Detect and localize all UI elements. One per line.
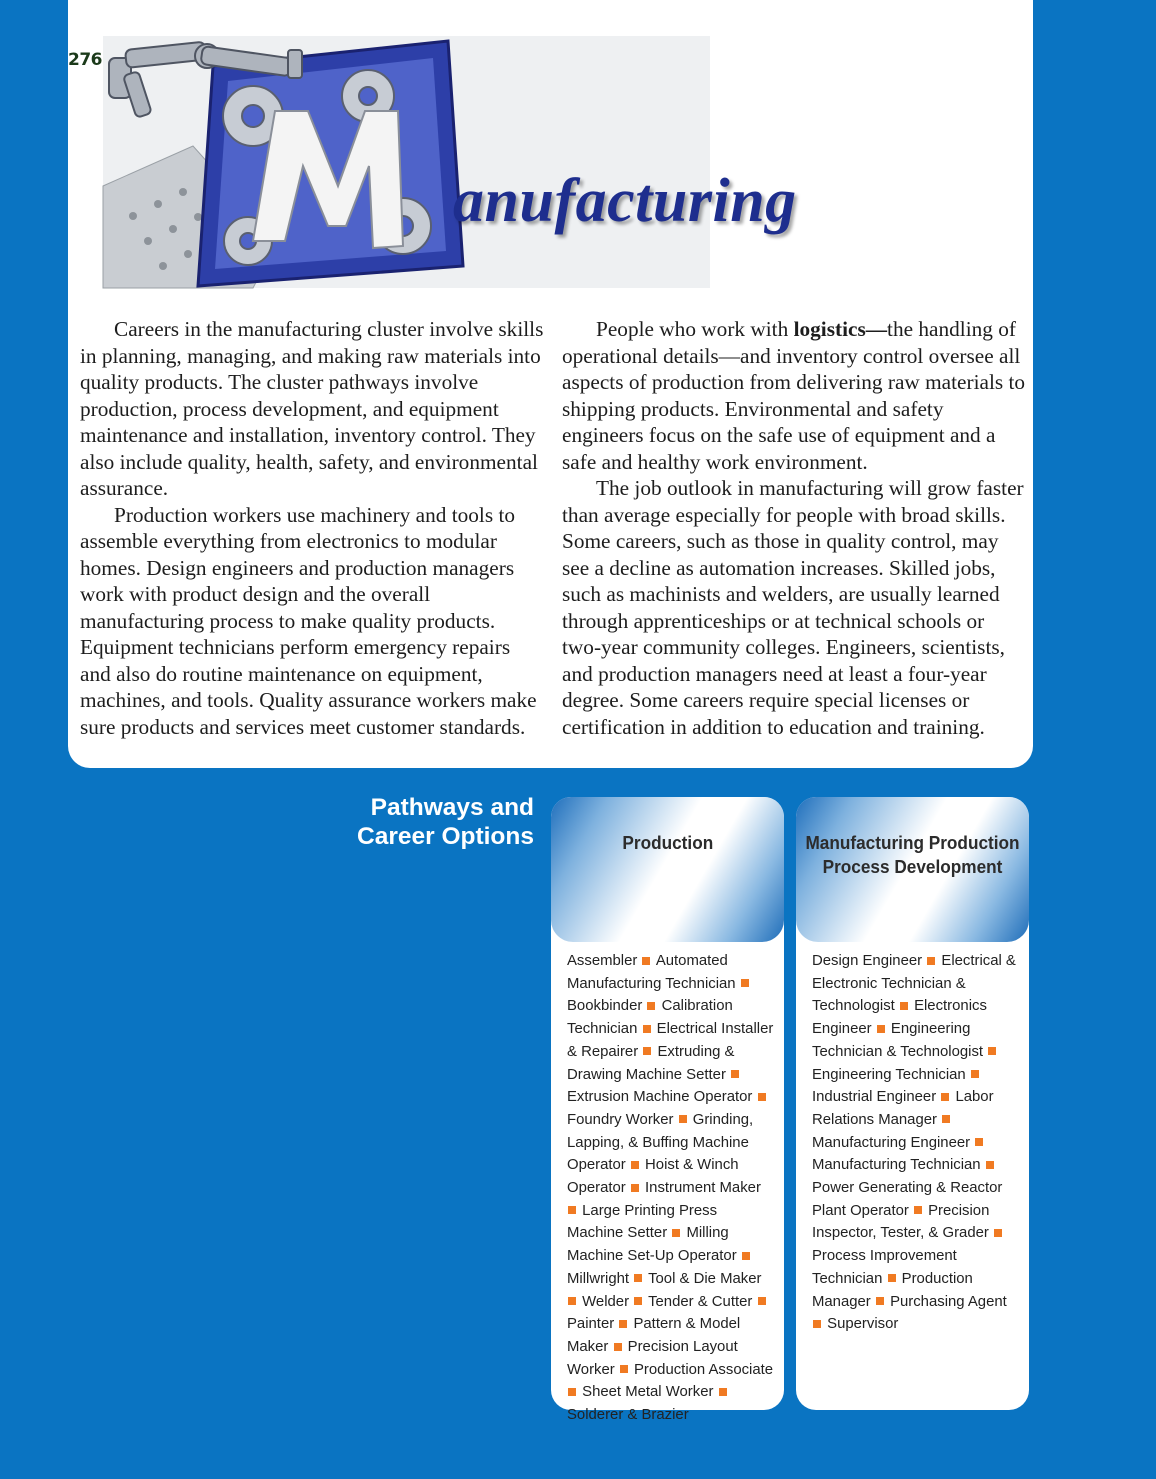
career-item: Solderer & Brazier bbox=[567, 1407, 689, 1424]
bullet-separator-icon bbox=[758, 1093, 766, 1101]
career-item: Electrical & Electronic Technician & Technologist bbox=[812, 953, 1016, 1015]
career-item: Manufacturing Engineer bbox=[812, 1134, 971, 1151]
logistics-term: logistics bbox=[793, 317, 866, 341]
intro-left-column bbox=[80, 316, 546, 740]
bullet-separator-icon bbox=[643, 1047, 651, 1055]
career-item: Supervisor bbox=[827, 1316, 899, 1333]
paragraph-text: the handling of operational details—and inventory control oversee all aspects of production from delivering raw materials to shipping products. Environmental and safety engineers focus on the safe use of equipment and a safe and healthy work environment. bbox=[562, 317, 1026, 474]
bullet-separator-icon bbox=[986, 1161, 994, 1169]
career-item: Extruding & Drawing Machine Setter bbox=[567, 1043, 735, 1083]
career-item: Foundry Worker bbox=[567, 1111, 674, 1128]
bullet-separator-icon bbox=[813, 1320, 821, 1328]
career-item: Millwright bbox=[567, 1270, 630, 1287]
career-item: Power Generating & Reactor Plant Operator bbox=[812, 1180, 1003, 1219]
bullet-separator-icon bbox=[742, 1252, 750, 1260]
career-item: Engineering Technician & Technologist bbox=[812, 1021, 984, 1060]
bullet-separator-icon bbox=[568, 1206, 576, 1214]
bullet-separator-icon bbox=[719, 1388, 727, 1396]
bullet-separator-icon bbox=[941, 1093, 949, 1101]
career-item: Bookbinder bbox=[567, 998, 643, 1015]
bullet-separator-icon bbox=[741, 979, 749, 987]
career-item: Instrument Maker bbox=[645, 1180, 761, 1197]
card-header bbox=[796, 797, 1029, 942]
bullet-separator-icon bbox=[877, 1025, 885, 1033]
bullet-separator-icon bbox=[900, 1002, 908, 1010]
bullet-separator-icon bbox=[942, 1115, 950, 1123]
bullet-separator-icon bbox=[643, 1025, 651, 1033]
bullet-separator-icon bbox=[975, 1138, 983, 1146]
career-item: Calibration Technician bbox=[567, 998, 733, 1038]
bullet-separator-icon bbox=[631, 1161, 639, 1169]
bullet-separator-icon bbox=[988, 1047, 996, 1055]
bullet-separator-icon bbox=[876, 1297, 884, 1305]
bullet-separator-icon bbox=[619, 1320, 627, 1328]
career-item: Hoist & Winch Operator bbox=[567, 1157, 739, 1197]
logistics-paragraph bbox=[562, 316, 1028, 475]
intro-paragraph: Careers in the manufacturing cluster involve skills in planning, managing, and making raw materials into quality products. The cluster pathways involve production, process development, and equipment maintenance and installation, inventory control. They also include quality, health, safety, and environmental assurance. bbox=[80, 317, 544, 500]
intro-right-column bbox=[562, 316, 1028, 740]
card-title: Production bbox=[622, 832, 713, 853]
pathway-card-production bbox=[551, 797, 784, 1424]
career-item: Electronics Engineer bbox=[812, 998, 987, 1038]
career-item: Engineering Technician bbox=[812, 1066, 966, 1083]
banner-title: anufacturing bbox=[453, 167, 797, 235]
pathway-card-process-development bbox=[796, 797, 1029, 1410]
career-item: Industrial Engineer bbox=[812, 1089, 937, 1106]
career-item: Precision Inspector, Tester, & Grader bbox=[812, 1202, 990, 1242]
career-item: Extrusion Machine Operator bbox=[567, 1089, 753, 1106]
career-item: Large Printing Press Machine Setter bbox=[567, 1202, 718, 1242]
bullet-separator-icon bbox=[631, 1184, 639, 1192]
paragraph-text: People who work with bbox=[596, 317, 794, 341]
career-item: Production Associate bbox=[634, 1361, 774, 1378]
career-item: Purchasing Agent bbox=[890, 1293, 1007, 1310]
bullet-separator-icon bbox=[647, 1002, 655, 1010]
page-number: 276 bbox=[68, 50, 102, 70]
pathways-heading-line: Pathways and bbox=[370, 794, 534, 821]
career-list bbox=[796, 942, 1029, 1336]
em-dash: — bbox=[865, 317, 888, 341]
bullet-separator-icon bbox=[634, 1297, 642, 1305]
bullet-separator-icon bbox=[620, 1365, 628, 1373]
bullet-separator-icon bbox=[888, 1274, 896, 1282]
career-item: Tool & Die Maker bbox=[648, 1270, 762, 1287]
bullet-separator-icon bbox=[568, 1297, 576, 1305]
career-item: Painter bbox=[567, 1316, 615, 1333]
career-item: Process Improvement Technician bbox=[812, 1248, 957, 1287]
bullet-separator-icon bbox=[679, 1115, 687, 1123]
pathways-heading-line: Career Options bbox=[357, 823, 534, 850]
bullet-separator-icon bbox=[634, 1274, 642, 1282]
card-title: Manufacturing Production Process Development bbox=[805, 832, 1020, 877]
manufacturing-banner bbox=[103, 36, 797, 288]
outlook-paragraph: The job outlook in manufacturing will grow faster than average especially for people with broad skills. Some careers, such as those in quality control, may see a decline as automation increases. Skilled jobs, such as machinists and welders, are usually learned through apprenticeships or at technical schools or two-year community colleges. Engineers, scientists, and production managers need at least a four-year degree. Some careers require special licenses or certification in addition to education and training. bbox=[562, 476, 1024, 739]
intro-paragraph: Production workers use machinery and tools to assemble everything from electronics to modular homes. Design engineers and production managers work with product design and the overall manufacturing process to make quality products. Equipment technicians perform emergency repairs and also do routine maintenance on equipment, machines, and tools. Quality assurance workers make sure products and services meet customer standards. bbox=[80, 502, 537, 739]
pathways-heading bbox=[300, 793, 534, 851]
career-item: Labor Relations Manager bbox=[812, 1089, 994, 1128]
bullet-separator-icon bbox=[642, 957, 650, 965]
bullet-separator-icon bbox=[614, 1343, 622, 1351]
career-item: Precision Layout Worker bbox=[567, 1338, 738, 1378]
card-header bbox=[551, 797, 784, 942]
career-item: Pattern & Model Maker bbox=[567, 1316, 741, 1355]
banner-illustration bbox=[103, 36, 710, 288]
bullet-separator-icon bbox=[994, 1229, 1002, 1237]
career-item: Electrical Installer & Repairer bbox=[567, 1021, 774, 1060]
bullet-separator-icon bbox=[971, 1070, 979, 1078]
career-item: Assembler bbox=[567, 953, 638, 969]
career-item: Manufacturing Technician bbox=[812, 1157, 981, 1174]
bullet-separator-icon bbox=[568, 1388, 576, 1396]
bullet-separator-icon bbox=[758, 1297, 766, 1305]
career-list bbox=[551, 942, 784, 1427]
bullet-separator-icon bbox=[914, 1206, 922, 1214]
career-item: Milling Machine Set-Up Operator bbox=[567, 1225, 737, 1265]
bullet-separator-icon bbox=[731, 1070, 739, 1078]
career-item: Tender & Cutter bbox=[648, 1293, 753, 1310]
bullet-separator-icon bbox=[927, 957, 935, 965]
career-item: Design Engineer bbox=[812, 953, 923, 969]
career-item: Sheet Metal Worker bbox=[582, 1384, 714, 1401]
career-item: Automated Manufacturing Technician bbox=[567, 953, 736, 992]
career-item: Welder bbox=[582, 1293, 630, 1310]
career-item: Grinding, Lapping, & Buffing Machine Operator bbox=[567, 1111, 754, 1174]
bullet-separator-icon bbox=[672, 1229, 680, 1237]
career-item: Production Manager bbox=[812, 1270, 973, 1310]
